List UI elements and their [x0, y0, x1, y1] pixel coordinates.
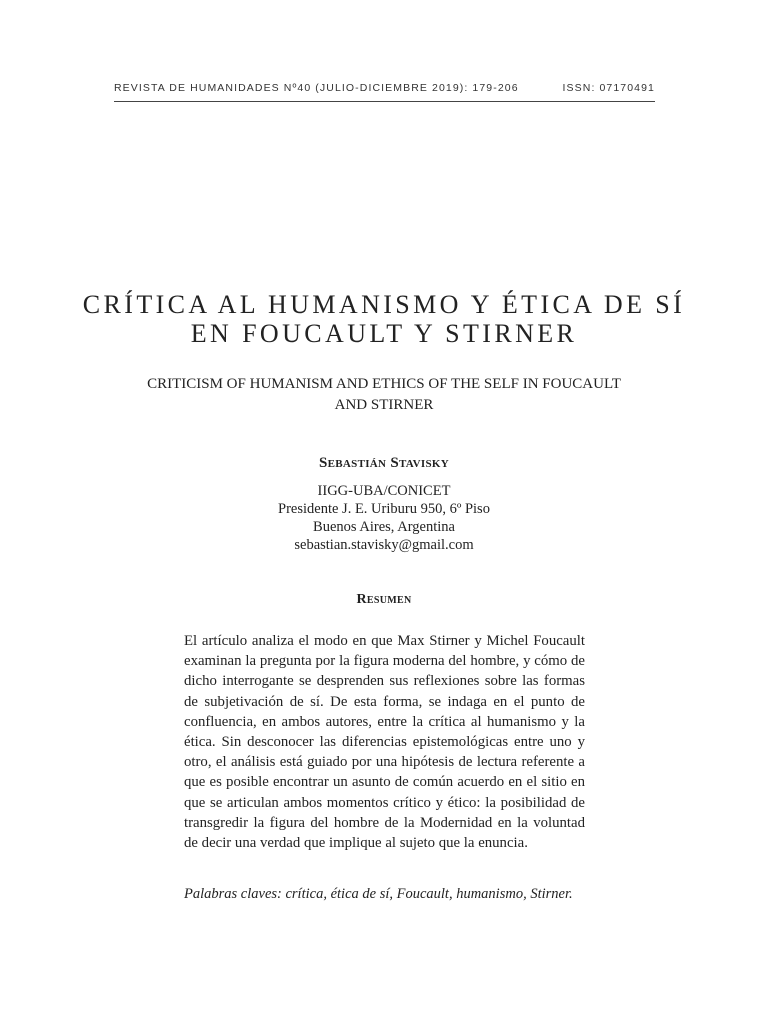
affiliation-street: Presidente J. E. Uriburu 950, 6º Piso	[278, 501, 490, 517]
journal-citation: REVISTA DE HUMANIDADES Nº40 (JULIO-DICIEMBRE 2019): 179-206	[114, 82, 519, 94]
article-subtitle-english: CRITICISM OF HUMANISM AND ETHICS OF THE SELF IN FOUCAULT AND STIRNER	[147, 376, 621, 413]
running-header	[114, 82, 655, 94]
affiliation-institution: IIGG-UBA/CONICET	[317, 483, 451, 499]
abstract-heading: Resumen	[356, 592, 412, 607]
header-rule	[114, 101, 655, 102]
affiliation-city: Buenos Aires, Argentina	[313, 519, 455, 535]
keywords: Palabras claves: crítica, ética de sí, Foucault, humanismo, Stirner.	[184, 886, 573, 902]
author-affiliation	[0, 482, 768, 554]
issn-label: ISSN: 07170491	[562, 82, 655, 94]
author-name: Sebastián Stavisky	[319, 455, 449, 471]
abstract-body: El artículo analiza el modo en que Max Stirner y Michel Foucault examinan la pregunta por la figura moderna del hombre, y cómo de dicho interrogante se desprenden sus reflexiones sobre las formas de subjetivación de sí. De esta forma, se indaga en el punto de confluencia, en ambos autores, entre la crítica al humanismo y la ética. Sin desconocer las diferencias epistemológicas entre uno y otro, el análisis está guiado por una hipótesis de lectura referente a que es posible encontrar un asunto de común acuerdo en el sitio en que se articulan ambos momentos crítico y ético: la posibilidad de transgredir la figura del hombre de la Modernidad en la voluntad de decir una verdad que implique al sujeto que la enuncia.	[184, 633, 585, 852]
article-title: CRÍTICA AL HUMANISMO Y ÉTICA DE SÍ EN FOUCAULT Y STIRNER	[82, 290, 686, 348]
author-email: sebastian.stavisky@gmail.com	[294, 537, 474, 553]
